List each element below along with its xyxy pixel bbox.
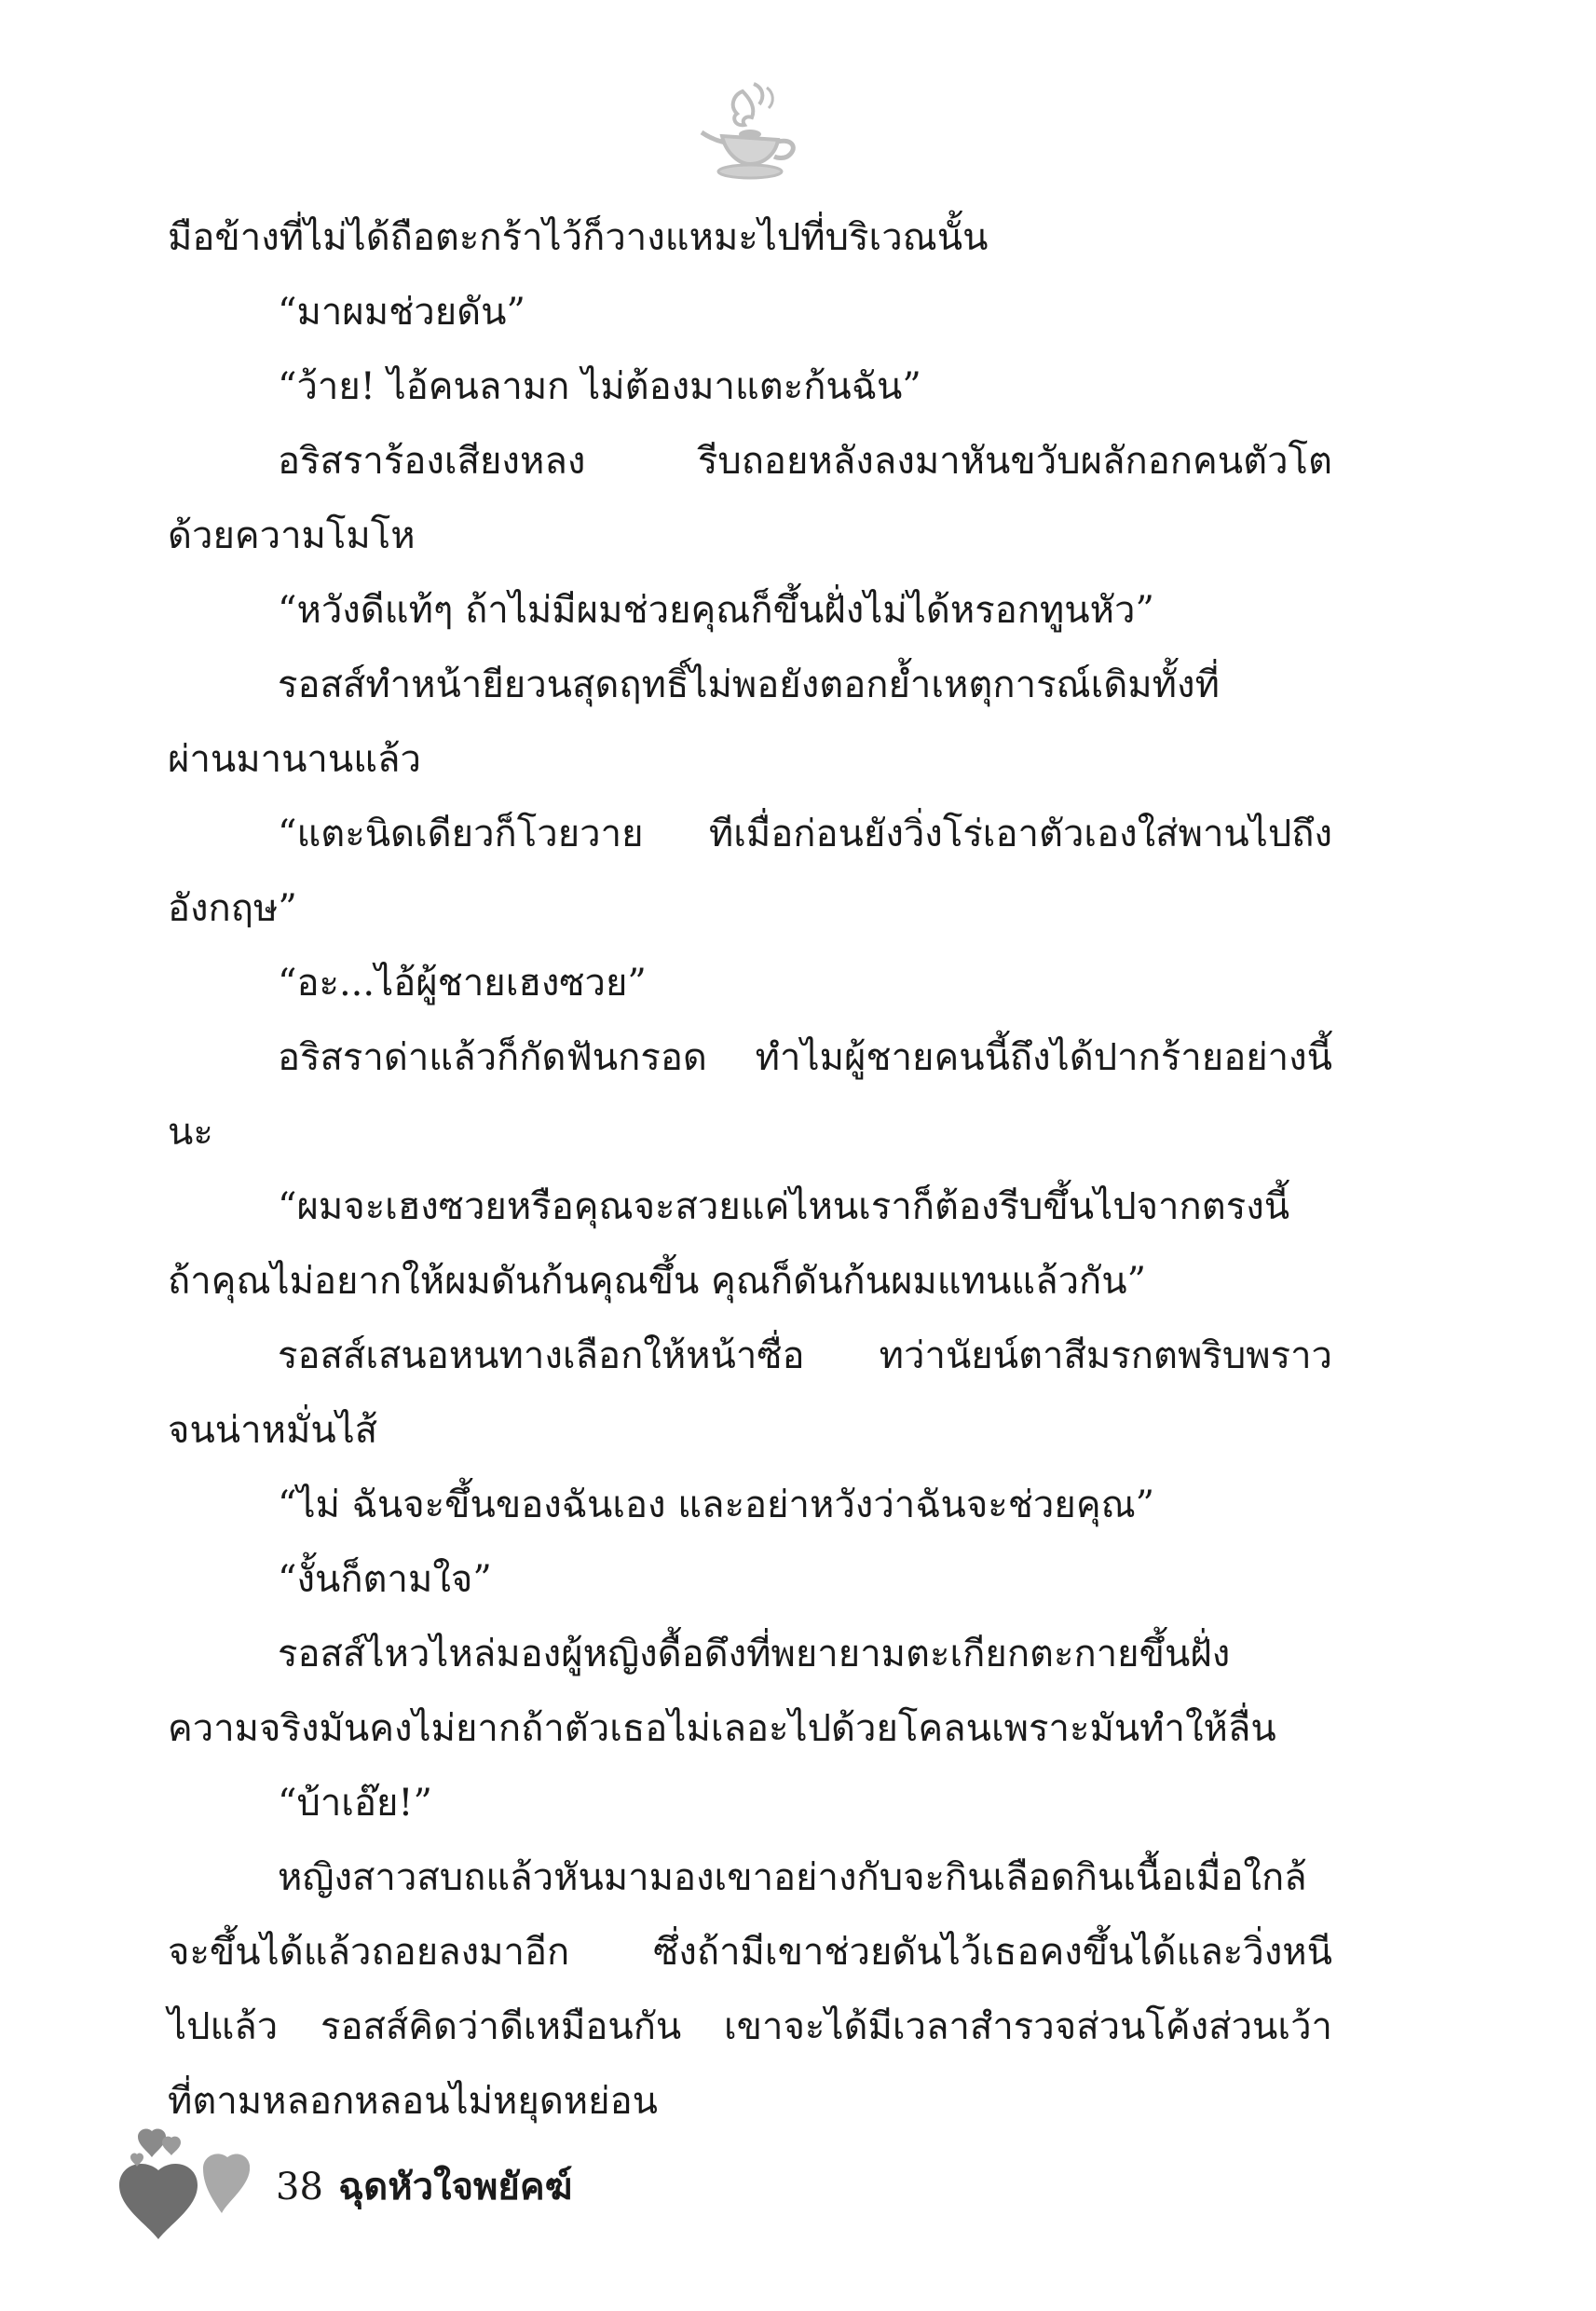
dialogue-line: “แตะนิดเดียวก็โวยวาย ทีเมื่อก่อนยังวิ่งโร่เอาตัวเองใส่พานไปถึง [278, 813, 1332, 855]
text-line: อังกฤษ” [168, 887, 297, 930]
chapter-text [168, 200, 1332, 2139]
page-number: 38 [276, 2166, 323, 2208]
dialogue-line: “งั้นก็ตามใจ” [278, 1558, 492, 1601]
text-line: รอสส์ทำหน้ายียวนสุดฤทธิ์ไม่พอยังตอกย้ำเหตุการณ์เดิมทั้งที่ [278, 663, 1220, 706]
hearts-ornament-icon [110, 2120, 250, 2241]
text-line: ความจริงมันคงไม่ยากถ้าตัวเธอไม่เลอะไปด้วยโคลนเพราะมันทำให้ลื่น [168, 1707, 1276, 1750]
text-line: รอสส์ไหวไหล่มองผู้หญิงดื้อดึงที่พยายามตะเกียกตะกายขึ้นฝั่ง [278, 1633, 1231, 1675]
text-line: จะขึ้นได้แล้วถอยลงมาอีก ซึ่งถ้ามีเขาช่วยดันไว้เธอคงขึ้นได้และวิ่งหนี [168, 1931, 1332, 1974]
text-line: อริสราร้องเสียงหลง รีบถอยหลังลงมาหันขวับผลักอกคนตัวโต [278, 440, 1332, 483]
text-line: ไปแล้ว รอสส์คิดว่าดีเหมือนกัน เขาจะได้มีเวลาสำรวจส่วนโค้งส่วนเว้า [168, 2005, 1332, 2048]
page-footer [110, 2120, 762, 2241]
dialogue-line: “ไม่ ฉันจะขึ้นของฉันเอง และอย่าหวังว่าฉันจะช่วยคุณ” [278, 1484, 1155, 1526]
text-line: รอสส์เสนอหนทางเลือกให้หน้าซื่อ ทว่านัยน์ตาสีมรกตพริบพราว [278, 1334, 1332, 1377]
text-line: ด้วยความโมโห [168, 514, 416, 557]
book-title: ฉุดหัวใจพยัคฆ์ [338, 2166, 573, 2208]
dialogue-line: “หวังดีแท้ๆ ถ้าไม่มีผมช่วยคุณก็ขึ้นฝั่งไม่ได้หรอกทูนหัว” [278, 589, 1154, 632]
text-line: มือข้างที่ไม่ได้ถือตะกร้าไว้ก็วางแหมะไปที่บริเวณนั้น [168, 216, 989, 259]
text-line: ถ้าคุณไม่อยากให้ผมดันก้นคุณขึ้น คุณก็ดันก้นผมแทนแล้วกัน” [168, 1260, 1147, 1303]
magic-lamp-ornament-icon [685, 75, 806, 186]
dialogue-line: “ว้าย! ไอ้คนลามก ไม่ต้องมาแตะก้นฉัน” [278, 365, 921, 408]
dialogue-line: “ผมจะเฮงซวยหรือคุณจะสวยแค่ไหนเราก็ต้องรีบขึ้นไปจากตรงนี้ [278, 1185, 1290, 1228]
dialogue-line: “อะ...ไอ้ผู้ชายเฮงซวย” [278, 962, 647, 1005]
text-line: ผ่านมานานแล้ว [168, 738, 421, 781]
text-line: ที่ตามหลอกหลอนไม่หยุดหย่อน [168, 2080, 658, 2123]
text-line: หญิงสาวสบถแล้วหันมามองเขาอย่างกับจะกินเลือดกินเนื้อเมื่อใกล้ [278, 1856, 1307, 1899]
dialogue-line: “มาผมช่วยดัน” [278, 291, 525, 334]
text-line: อริสราด่าแล้วก็กัดฟันกรอด ทำไมผู้ชายคนนี้ถึงได้ปากร้ายอย่างนี้ [278, 1036, 1332, 1079]
text-line: นะ [168, 1111, 213, 1154]
text-line: จนน่าหมั่นไส้ [168, 1409, 378, 1452]
dialogue-line: “บ้าเอ๊ย!” [278, 1782, 432, 1825]
